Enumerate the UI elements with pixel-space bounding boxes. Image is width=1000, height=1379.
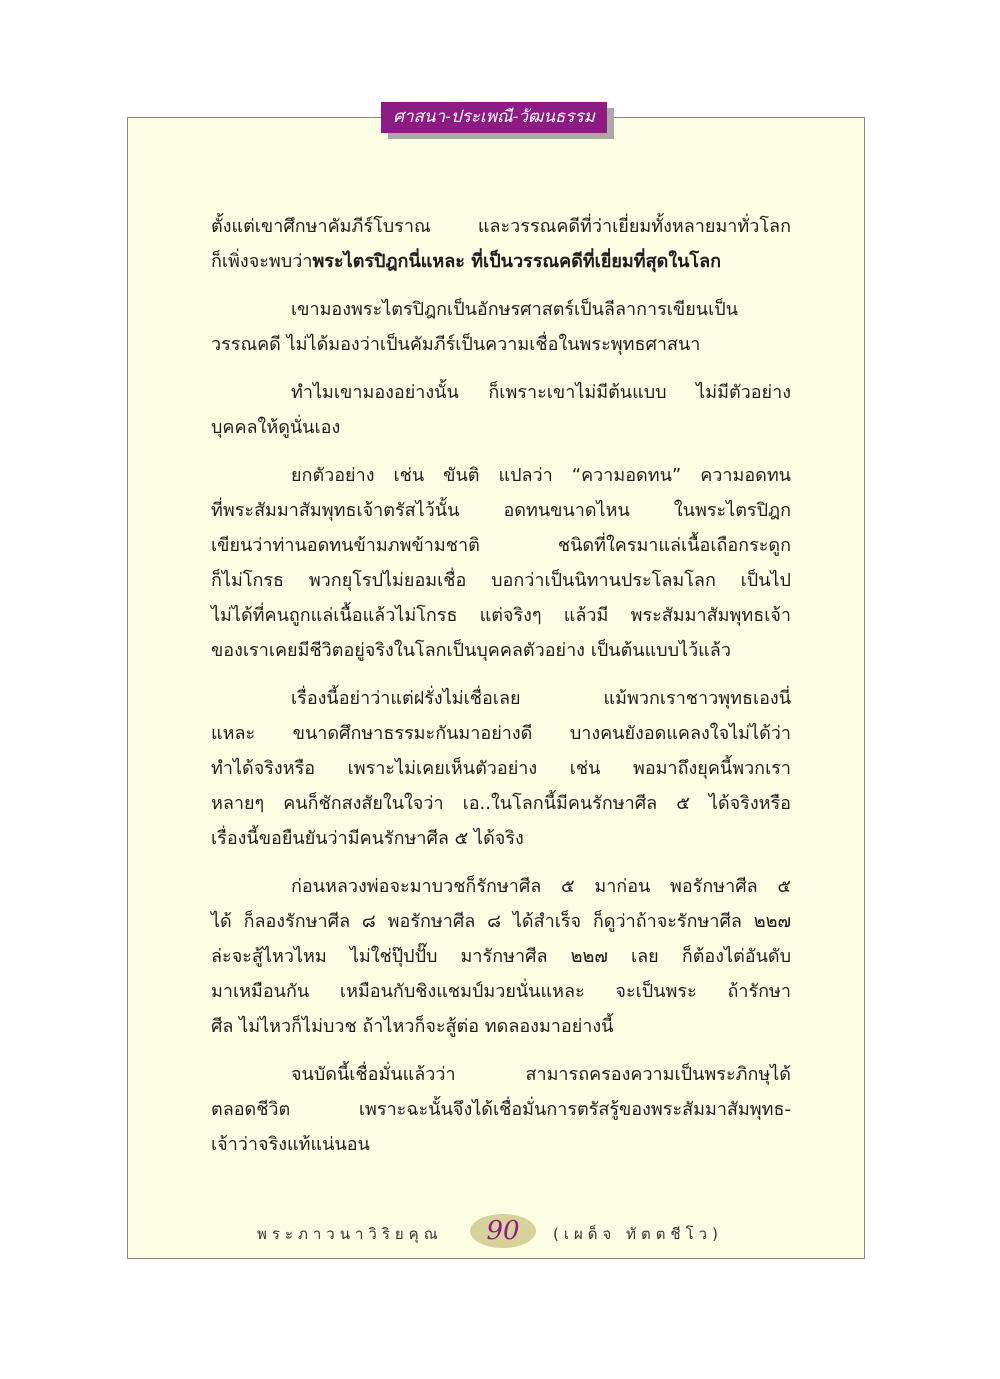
text-line bbox=[211, 244, 791, 279]
paragraph-1 bbox=[211, 209, 791, 279]
text-line: เขียนว่าท่านอดทนข้ามภพข้ามชาติ ชนิดที่ใครมาแล่เนื้อเถือกระดูก bbox=[211, 535, 791, 556]
paragraph-2 bbox=[211, 292, 791, 362]
page-number-badge bbox=[470, 1214, 536, 1248]
text-line: ทำได้จริงหรือ เพราะไม่เคยเห็นตัวอย่าง เช่น พอมาถึงยุคนี้พวกเรา bbox=[211, 758, 791, 779]
paragraph-7 bbox=[211, 1057, 791, 1162]
text-line: แหละ ขนาดศึกษาธรรมะกันมาอย่างดี บางคนยังอดแคลงใจไม่ได้ว่า bbox=[211, 723, 791, 744]
text-line: ได้ ก็ลองรักษาศีล ๘ พอรักษาศีล ๘ ได้สำเร็จ ก็ดูว่าถ้าจะรักษาศีล ๒๒๗ bbox=[211, 911, 791, 932]
text-line: ทำไมเขามองอย่างนั้น ก็เพราะเขาไม่มีต้นแบบ ไม่มีตัวอย่าง bbox=[291, 382, 791, 403]
text-line: บุคคลให้ดูนั่นเอง bbox=[211, 417, 341, 438]
paragraph-4 bbox=[211, 458, 791, 668]
text-line: ของเราเคยมีชีวิตอยู่จริงในโลกเป็นบุคคลตัวอย่าง เป็นต้นแบบไว้แล้ว bbox=[211, 640, 731, 661]
paragraph-6 bbox=[211, 869, 791, 1044]
paragraph-5 bbox=[211, 681, 791, 856]
page-content bbox=[211, 209, 791, 1175]
text-line: ก่อนหลวงพ่อจะมาบวชก็รักษาศีล ๕ มาก่อน พอรักษาศีล ๕ bbox=[291, 876, 791, 897]
text-run: ก็เพิ่งจะพบว่า bbox=[211, 251, 313, 272]
text-line: เรื่องนี้ขอยืนยันว่ามีคนรักษาศีล ๕ ได้จริง bbox=[211, 828, 524, 849]
footer-book-title: พระภาวนาวิริยคุณ bbox=[257, 1225, 443, 1243]
text-line: ยกตัวอย่าง เช่น ขันติ แปลว่า “ความอดทน” ความอดทน bbox=[291, 465, 791, 486]
bold-text-run: พระไตรปิฎกนี่แหละ ที่เป็นวรรณคดีที่เยี่ยมที่สุดในโลก bbox=[312, 251, 722, 272]
text-line: ไม่ได้ที่คนถูกแล่เนื้อแล้วไม่โกรธ แต่จริงๆ แล้วมี พระสัมมาสัมพุทธเจ้า bbox=[211, 605, 791, 626]
text-line: เขามองพระไตรปิฎกเป็นอักษรศาสตร์เป็นลีลาการเขียนเป็น bbox=[291, 299, 738, 320]
text-line: เรื่องนี้อย่าว่าแต่ฝรั่งไม่เชื่อเลย แม้พวกเราชาวพุทธเองนี่ bbox=[291, 688, 791, 709]
paragraph-3 bbox=[211, 375, 791, 445]
text-line: ตั้งแต่เขาศึกษาคัมภีร์โบราณ และวรรณคดีที่ว่าเยี่ยมทั้งหลายมาทั่วโลก bbox=[211, 216, 791, 237]
text-line: หลายๆ คนก็ชักสงสัยในใจว่า เอ..ในโลกนี้มีคนรักษาศีล ๕ ได้จริงหรือ bbox=[211, 793, 791, 814]
text-line: ล่ะจะสู้ไหวไหม ไม่ใช่ปุ๊ปปั๊บ มารักษาศีล ๒๒๗ เลย ก็ต้องไต่อันดับ bbox=[211, 946, 791, 967]
text-line: ก็ไม่โกรธ พวกยุโรปไม่ยอมเชื่อ บอกว่าเป็นนิทานประโลมโลก เป็นไป bbox=[211, 570, 791, 591]
page-number: 90 bbox=[486, 1216, 520, 1246]
text-line: ที่พระสัมมาสัมพุทธเจ้าตรัสไว้นั้น อดทนขนาดไหน ในพระไตรปิฎก bbox=[211, 500, 791, 521]
text-line: มาเหมือนกัน เหมือนกับชิงแชมป์มวยนั่นแหละ จะเป็นพระ ถ้ารักษา bbox=[211, 981, 791, 1002]
text-line: จนบัดนี้เชื่อมั่นแล้วว่า สามารถครองความเป็นพระภิกษุได้ bbox=[291, 1064, 791, 1085]
page-footer bbox=[127, 1212, 865, 1252]
text-line: เจ้าว่าจริงแท้แน่นอน bbox=[211, 1134, 370, 1155]
section-tab: ศาสนา-ประเพณี-วัฒนธรรม bbox=[381, 102, 607, 133]
text-line: ตลอดชีวิต เพราะฉะนั้นจึงได้เชื่อมั่นการตรัสรู้ของพระสัมมาสัมพุทธ- bbox=[211, 1099, 791, 1120]
text-line: วรรณคดี ไม่ได้มองว่าเป็นคัมภีร์เป็นความเชื่อในพระพุทธศาสนา bbox=[211, 334, 701, 355]
footer-author: (เผด็จ ทัตตชีโว) bbox=[553, 1225, 723, 1243]
text-line: ศีล ไม่ไหวก็ไม่บวช ถ้าไหวก็จะสู้ต่อ ทดลองมาอย่างนี้ bbox=[211, 1016, 614, 1037]
